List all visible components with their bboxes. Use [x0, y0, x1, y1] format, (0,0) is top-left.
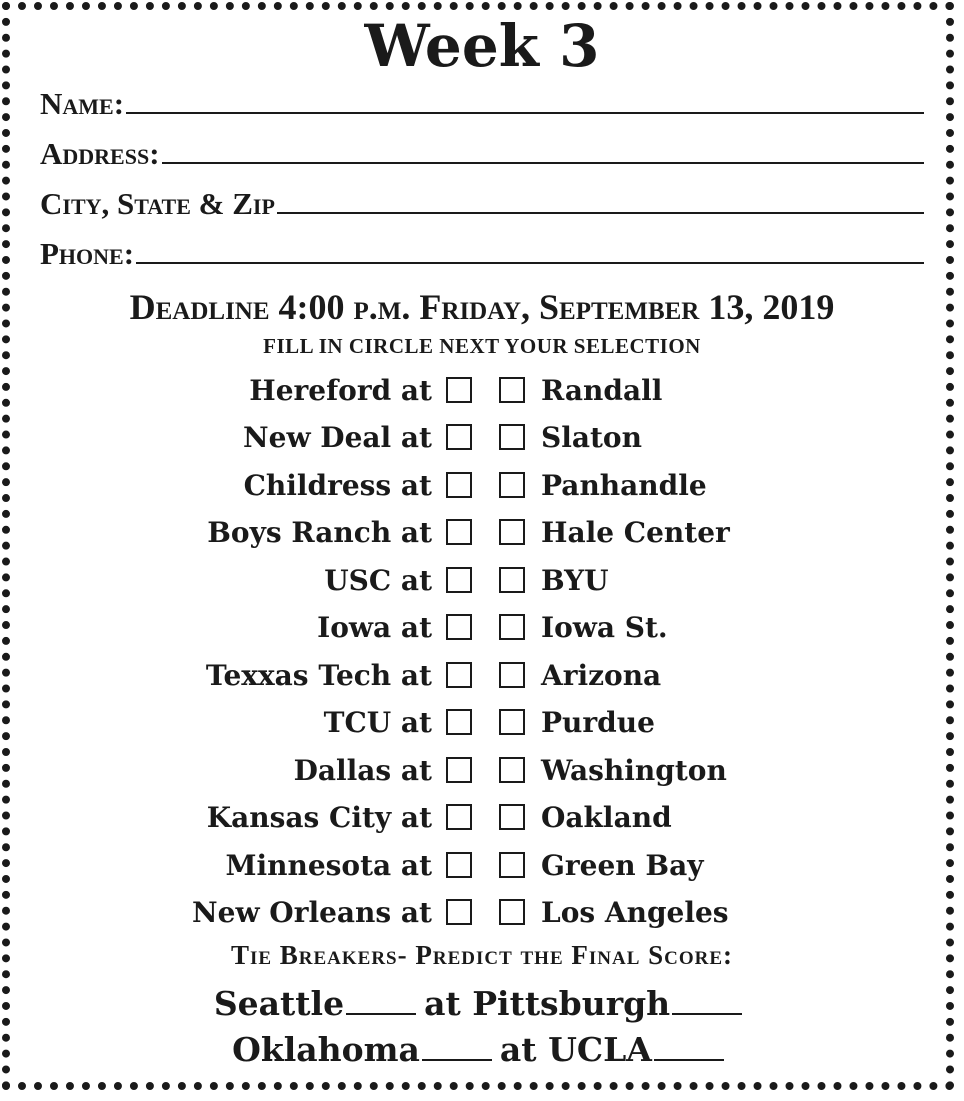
home-team: Purdue	[541, 706, 655, 739]
deadline-text: Deadline 4:00 p.m. Friday, September 13, 2019	[129, 287, 835, 327]
home-pick-checkbox[interactable]	[499, 424, 525, 450]
city-state-zip-field[interactable]	[40, 184, 924, 220]
home-team: Green Bay	[541, 849, 704, 882]
home-pick-checkbox[interactable]	[499, 567, 525, 593]
score-blank[interactable]	[422, 1059, 492, 1061]
home-team: Washington	[541, 754, 727, 787]
phone-line[interactable]	[136, 262, 924, 264]
away-pick-checkbox[interactable]	[446, 852, 472, 878]
tie-connector: at	[424, 984, 461, 1023]
away-team: USC at	[324, 564, 432, 597]
tie-team1: Oklahoma	[232, 1030, 420, 1069]
away-team: Childress at	[243, 469, 432, 502]
tie-breaker-line	[0, 1028, 964, 1072]
away-team: Boys Ranch at	[207, 516, 432, 549]
home-pick-checkbox[interactable]	[499, 662, 525, 688]
city-state-zip-label: City, State & Zip	[40, 186, 275, 221]
home-team: BYU	[541, 564, 609, 597]
game-row	[0, 418, 964, 458]
home-pick-checkbox[interactable]	[499, 614, 525, 640]
home-pick-checkbox[interactable]	[499, 757, 525, 783]
game-row	[0, 703, 964, 743]
name-label: Name:	[40, 86, 125, 121]
name-line[interactable]	[126, 112, 924, 114]
phone-label: Phone:	[40, 236, 135, 271]
away-pick-checkbox[interactable]	[446, 757, 472, 783]
game-row	[0, 846, 964, 886]
address-line[interactable]	[162, 162, 924, 164]
tie-team2: Pittsburgh	[472, 984, 671, 1023]
home-team: Iowa St.	[541, 611, 668, 644]
home-team: Randall	[541, 374, 663, 407]
phone-field[interactable]	[40, 234, 924, 270]
home-team: Oakland	[541, 801, 672, 834]
away-team: Iowa at	[317, 611, 432, 644]
game-row	[0, 513, 964, 553]
tie-breaker-line	[0, 982, 964, 1026]
away-team: Texxas Tech at	[205, 659, 432, 692]
home-pick-checkbox[interactable]	[499, 519, 525, 545]
game-row	[0, 798, 964, 838]
home-team: Hale Center	[541, 516, 730, 549]
away-pick-checkbox[interactable]	[446, 899, 472, 925]
game-row	[0, 751, 964, 791]
away-team: TCU at	[323, 706, 432, 739]
away-pick-checkbox[interactable]	[446, 662, 472, 688]
away-team: Dallas at	[293, 754, 432, 787]
home-pick-checkbox[interactable]	[499, 804, 525, 830]
away-pick-checkbox[interactable]	[446, 519, 472, 545]
home-team: Arizona	[541, 659, 662, 692]
away-team: Minnesota at	[225, 849, 432, 882]
home-pick-checkbox[interactable]	[499, 899, 525, 925]
away-team: Hereford at	[249, 374, 432, 407]
score-blank[interactable]	[346, 1013, 416, 1015]
game-row	[0, 561, 964, 601]
tie-team2: UCLA	[548, 1030, 652, 1069]
away-pick-checkbox[interactable]	[446, 472, 472, 498]
away-pick-checkbox[interactable]	[446, 709, 472, 735]
game-row	[0, 893, 964, 933]
tie-breakers-heading: Tie Breakers- Predict the Final Score:	[230, 940, 734, 970]
game-row	[0, 656, 964, 696]
instruction-text: FILL IN CIRCLE NEXT YOUR SELECTION	[263, 334, 701, 358]
tie-team1: Seattle	[213, 984, 345, 1023]
tie-connector: at	[499, 1030, 537, 1069]
game-row	[0, 466, 964, 506]
away-pick-checkbox[interactable]	[446, 614, 472, 640]
away-pick-checkbox[interactable]	[446, 567, 472, 593]
away-pick-checkbox[interactable]	[446, 424, 472, 450]
page-title: Week 3	[364, 12, 600, 80]
away-team: New Deal at	[243, 421, 432, 454]
away-team: New Orleans at	[192, 896, 432, 929]
score-blank[interactable]	[654, 1059, 724, 1061]
city-state-zip-line[interactable]	[277, 212, 924, 214]
home-pick-checkbox[interactable]	[499, 472, 525, 498]
away-pick-checkbox[interactable]	[446, 377, 472, 403]
name-field[interactable]	[40, 84, 924, 120]
away-pick-checkbox[interactable]	[446, 804, 472, 830]
home-team: Slaton	[541, 421, 642, 454]
home-pick-checkbox[interactable]	[499, 377, 525, 403]
home-team: Panhandle	[541, 469, 707, 502]
home-pick-checkbox[interactable]	[499, 709, 525, 735]
away-team: Kansas City at	[206, 801, 432, 834]
home-pick-checkbox[interactable]	[499, 852, 525, 878]
address-label: Address:	[40, 136, 160, 171]
game-row	[0, 608, 964, 648]
address-field[interactable]	[40, 134, 924, 170]
score-blank[interactable]	[672, 1013, 742, 1015]
game-row	[0, 371, 964, 411]
home-team: Los Angeles	[541, 896, 729, 929]
